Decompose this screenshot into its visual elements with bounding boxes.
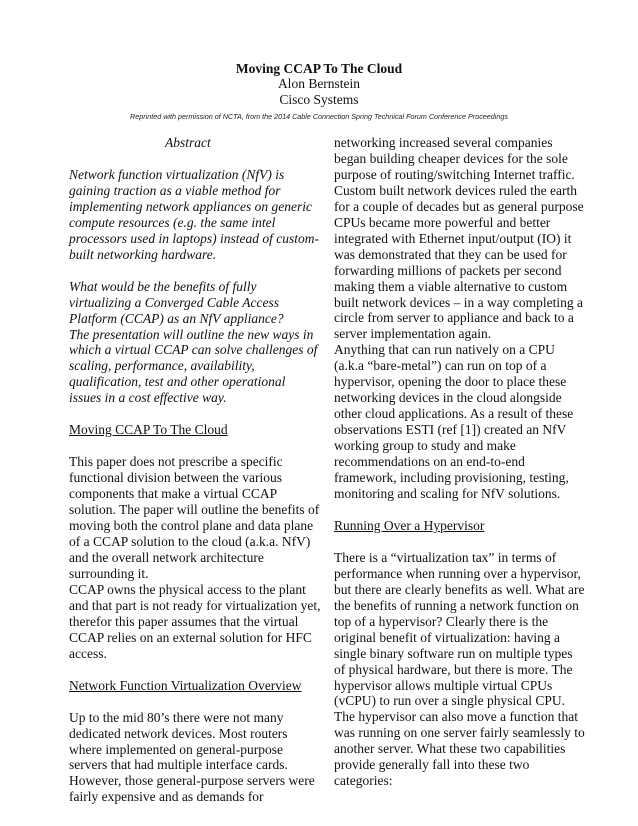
text-line: built networking hardware. — [69, 246, 217, 262]
text-line: server implementation again. — [334, 326, 492, 342]
abstract-paragraph-2 — [69, 278, 318, 407]
text-line: Up to the mid 80’s there were not many — [69, 709, 284, 725]
text-line: integrated with Ethernet input/output (IO) it — [334, 230, 572, 246]
section-heading-nfv-overview: Network Function Virtualization Overview — [69, 677, 302, 693]
text-line: The hypervisor can also move a function that — [334, 709, 579, 725]
text-line: scaling, performance, availability, — [69, 358, 255, 374]
text-line: networking increased several companies — [334, 135, 553, 150]
text-line: dedicated network devices. Most routers — [69, 725, 288, 741]
section-heading-moving-ccap: Moving CCAP To The Cloud — [69, 422, 228, 438]
text-line: but there are clearly benefits as well. What are — [334, 581, 585, 597]
section-hypervisor-text — [334, 549, 585, 789]
text-line: Custom built network devices ruled the earth — [334, 182, 577, 198]
text-line: gaining traction as a viable method for — [69, 182, 281, 198]
text-line: moving both the control plane and data plane — [69, 518, 314, 534]
right-column — [334, 135, 585, 789]
text-line: Anything that can run natively on a CPU — [334, 342, 555, 358]
text-line: hypervisor, opening the door to place these — [334, 374, 567, 390]
text-line: for a couple of decades but as general purpose — [334, 198, 584, 214]
text-line: Platform (CCAP) as an NfV appliance? — [69, 310, 284, 326]
text-line: (a.k.a “bare-metal”) can run on top of a — [334, 358, 547, 374]
text-line: which a virtual CCAP can solve challenges of — [69, 342, 318, 358]
section-moving-ccap-text — [69, 454, 321, 661]
text-line: where implemented on general-purpose — [69, 741, 284, 757]
text-line: of physical hardware, but there is more. The — [334, 661, 573, 677]
paper-title: Moving CCAP To The Cloud — [235, 61, 403, 76]
text-line: working group to study and make — [334, 438, 516, 454]
text-line: access. — [69, 645, 107, 661]
text-line: original benefit of virtualization: having a — [334, 629, 561, 645]
text-line: therefor this paper assumes that the virtual — [69, 613, 299, 629]
section-nfv-overview-text — [69, 710, 315, 806]
text-line: fairly expensive and as demands for — [69, 789, 264, 805]
abstract-paragraph-1 — [69, 166, 319, 263]
text-line: issues in a cost effective way. — [69, 390, 227, 406]
text-line: single binary software run on multiple types — [334, 645, 573, 661]
text-line: surrounding it. — [69, 565, 149, 581]
text-line: The presentation will outline the new ways in — [69, 326, 314, 342]
text-line: and the overall network architecture — [69, 549, 264, 565]
text-line: There is a “virtualization tax” in terms of — [334, 549, 557, 565]
text-line: built network devices – in a way completing a — [334, 294, 583, 310]
text-line: However, those general-purpose servers were — [69, 773, 315, 789]
text-line: qualification, test and other operational — [69, 374, 286, 390]
text-line: other cloud applications. As a result of these — [334, 406, 574, 422]
text-line: CCAP relies on an external solution for HFC — [69, 629, 312, 645]
author-name: Alon Bernstein — [277, 76, 361, 91]
text-line: the benefits of running a network function on — [334, 597, 579, 613]
text-line: was demonstrated that they can be used for — [334, 246, 567, 262]
text-line: compute resources (e.g. the same intel — [69, 214, 276, 230]
text-line: networking devices in the cloud alongside — [334, 390, 562, 406]
text-line: CCAP owns the physical access to the plant — [69, 581, 306, 597]
text-line: Network function virtualization (NfV) is — [69, 166, 285, 182]
text-line: categories: — [334, 773, 393, 789]
text-line: forwarding millions of packets per second — [334, 262, 562, 278]
text-line: purpose of routing/switching Internet traffic. — [334, 166, 575, 182]
text-line: recommendations on an end-to-end — [334, 454, 525, 470]
text-line: What would be the benefits of fully — [69, 278, 257, 294]
text-line: (vCPU) to run over a single physical CPU. — [334, 693, 565, 709]
text-line: was running on one server fairly seamlessly to — [334, 725, 585, 741]
text-line: top of a hypervisor? Clearly there is the — [334, 613, 549, 629]
text-line: virtualizing a Converged Cable Access — [69, 294, 279, 310]
text-line: servers that had multiple interface cards. — [69, 757, 288, 773]
section-heading-hypervisor: Running Over a Hypervisor — [334, 517, 485, 533]
text-line: implementing network appliances on generic — [69, 198, 312, 214]
nfv-overview-continued-text — [334, 135, 584, 502]
text-line: solution. The paper will outline the benefits of — [69, 502, 320, 518]
text-line: processors used in laptops) instead of custom- — [69, 230, 319, 246]
text-line: hypervisor allows multiple virtual CPUs — [334, 677, 553, 693]
text-line: framework, including provisioning, testing, — [334, 470, 569, 486]
text-line: CPUs became more powerful and better — [334, 214, 551, 230]
left-column — [69, 135, 321, 805]
text-line: provide generally fall into these two — [334, 757, 530, 773]
text-line: and that part is not ready for virtualization yet, — [69, 597, 321, 613]
author-affiliation: Cisco Systems — [279, 92, 359, 107]
text-line: performance when running over a hypervisor, — [334, 565, 581, 581]
text-line: another server. What these two capabilities — [334, 741, 566, 757]
abstract-heading: Abstract — [165, 135, 211, 150]
text-line: of a CCAP solution to the cloud (a.k.a. NfV) — [69, 534, 311, 550]
text-line: This paper does not prescribe a specific — [69, 454, 283, 470]
text-line: making them a viable alternative to custom — [334, 278, 568, 294]
text-line: components that make a virtual CCAP — [69, 486, 278, 502]
text-line: functional division between the various — [69, 470, 282, 486]
text-line: monitoring and scaling for NfV solutions. — [334, 485, 561, 501]
text-line: circle from server to appliance and back to a — [334, 310, 574, 326]
reprint-note: Reprinted with permission of NCTA, from the 2014 Cable Connection Spring Technical Forum Conference Proceedings — [130, 112, 508, 121]
text-line: observations ESTI (ref [1]) created an NfV — [334, 422, 567, 438]
text-line: began building cheaper devices for the sole — [334, 150, 568, 166]
